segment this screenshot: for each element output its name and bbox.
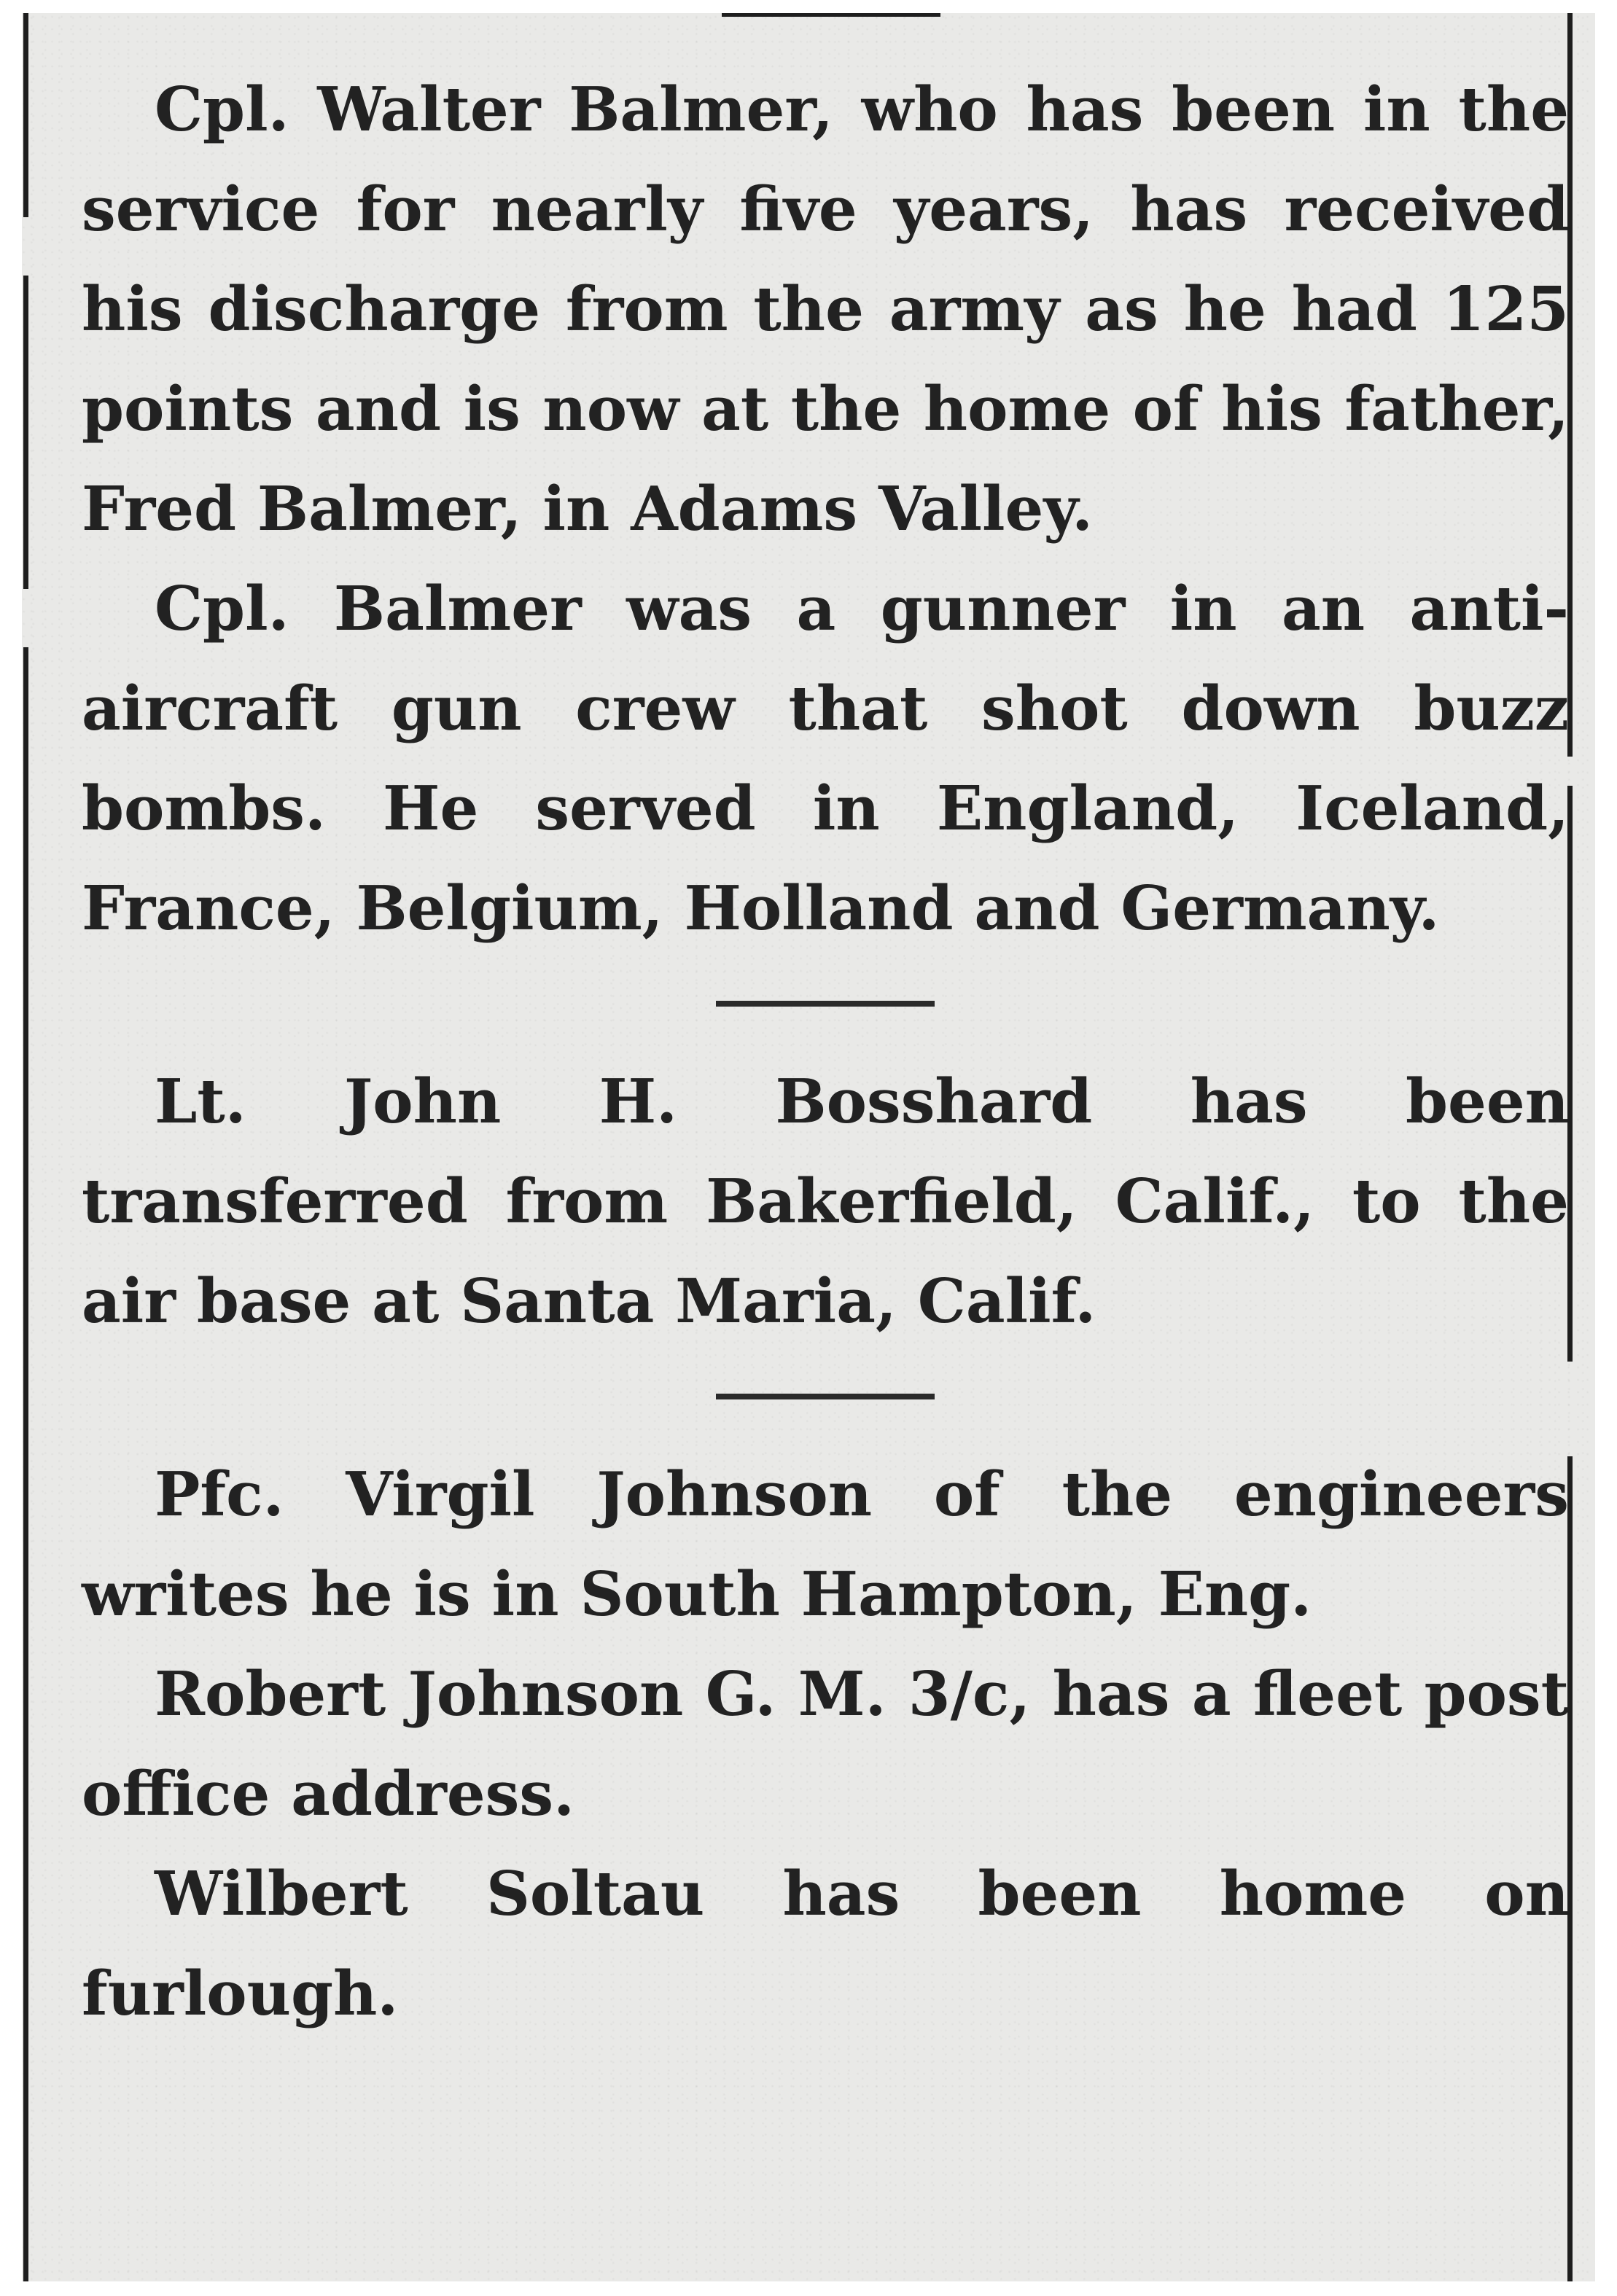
paragraph-balmer-discharge: Cpl. Walter Balmer, who has been in the service for nearly five years, has received his discharge from the army as he had 125 points and is now at the home of his father, Fred Balmer, in Adams Valley. [82,74,1569,544]
paragraph-robert-johnson: Robert Johnson G. M. 3/c, has a fleet post office address. [82,1658,1569,1830]
paragraph-wilbert-soltau: Wilbert Soltau has been home on furlough. [82,1858,1569,2029]
paragraph-virgil-johnson: Pfc. Virgil Johnson of the engineers writes he is in South Hampton, Eng. [82,1459,1569,1630]
top-column-rule [722,13,940,17]
newspaper-clipping [22,13,1595,2281]
left-column-rule [23,13,28,217]
article-column [82,60,1569,2044]
section-divider [716,1001,935,1007]
paragraph-bosshard-transfer: Lt. John H. Bosshard has been transferred from Bakerfield, Calif., to the air base at Santa Maria, Calif. [82,1066,1569,1337]
section-divider [716,1394,935,1399]
left-column-rule [23,647,28,2281]
paragraph-balmer-service: Cpl. Balmer was a gunner in an anti-aircraft gun crew that shot down buzz bombs. He served in England, Iceland, France, Belgium, Holland and Germany. [82,573,1569,944]
left-column-rule [23,276,28,589]
